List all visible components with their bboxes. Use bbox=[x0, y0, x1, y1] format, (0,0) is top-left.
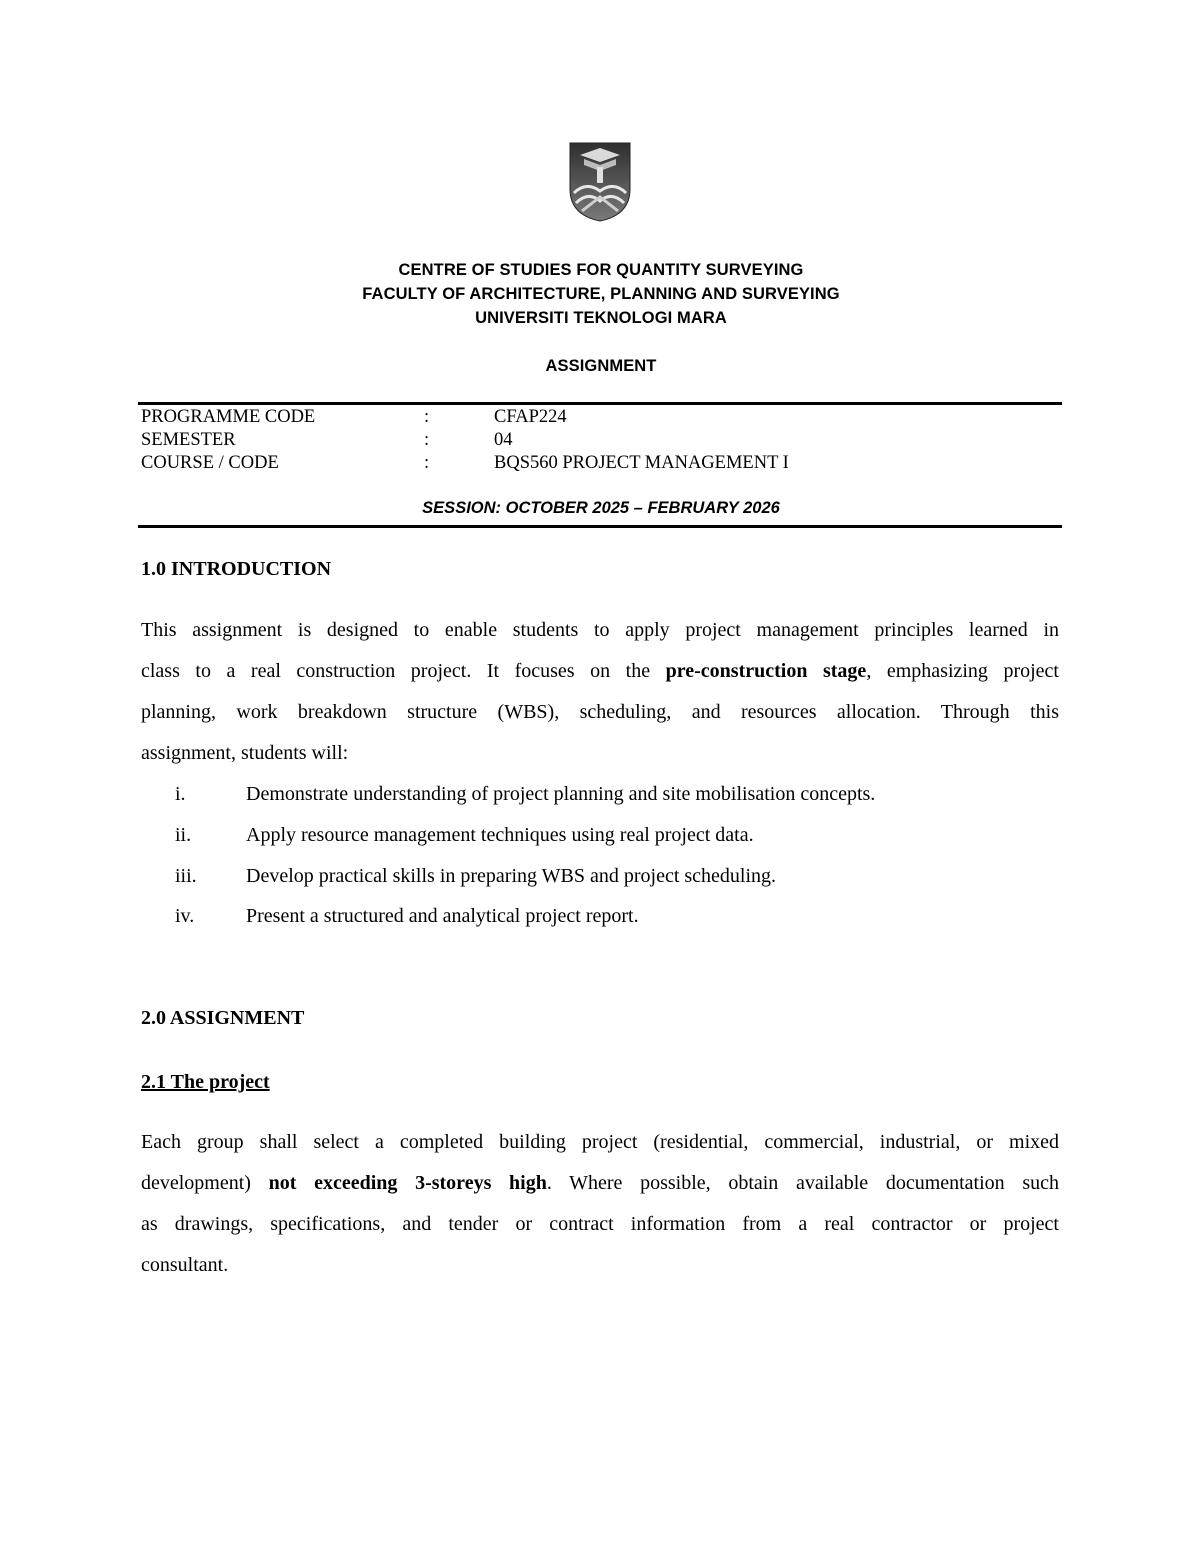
meta-value: CFAP224 bbox=[494, 407, 567, 427]
list-numeral: i. bbox=[175, 783, 186, 805]
list-numeral: iii. bbox=[175, 865, 197, 887]
header-faculty: FACULTY OF ARCHITECTURE, PLANNING AND SURVEYING bbox=[362, 285, 840, 303]
meta-separator: : bbox=[424, 453, 430, 473]
paragraph-line: assignment, students will: bbox=[141, 742, 349, 764]
meta-label: PROGRAMME CODE bbox=[141, 407, 316, 427]
meta-label: COURSE / CODE bbox=[141, 453, 279, 473]
text-run: . Where possible, obtain available documentation such bbox=[546, 1172, 1060, 1194]
introduction-heading: 1.0 INTRODUCTION bbox=[141, 558, 332, 580]
list-text: Present a structured and analytical project report. bbox=[246, 905, 639, 927]
list-item bbox=[141, 904, 1059, 928]
text-run: class to a real construction project. It focuses on the bbox=[141, 660, 666, 682]
meta-separator: : bbox=[424, 430, 430, 450]
list-numeral: iv. bbox=[175, 905, 195, 927]
list-item bbox=[141, 864, 1059, 888]
list-item bbox=[141, 823, 1059, 847]
introduction-paragraph bbox=[141, 610, 1059, 774]
header-centre: CENTRE OF STUDIES FOR QUANTITY SURVEYING bbox=[398, 261, 804, 279]
list-text: Apply resource management techniques using real project data. bbox=[246, 824, 754, 846]
top-rule bbox=[138, 402, 1062, 405]
meta-row-semester bbox=[141, 429, 1062, 451]
meta-separator: : bbox=[424, 407, 430, 427]
assignment-heading: 2.0 ASSIGNMENT bbox=[141, 1007, 305, 1029]
document-type: ASSIGNMENT bbox=[545, 357, 657, 375]
text-run: development) bbox=[141, 1172, 269, 1194]
meta-row-course bbox=[141, 452, 1062, 474]
paragraph-line: Each group shall select a completed building project (residential, commercial, industrial, or mixed bbox=[141, 1131, 1059, 1153]
paragraph-line: as drawings, specifications, and tender or contract information from a real contractor or project bbox=[141, 1213, 1059, 1235]
bottom-rule bbox=[138, 525, 1062, 528]
paragraph-line: planning, work breakdown structure (WBS), scheduling, and resources allocation. Through this bbox=[141, 701, 1059, 723]
meta-value: BQS560 PROJECT MANAGEMENT I bbox=[494, 453, 789, 473]
list-item bbox=[141, 782, 1059, 806]
text-run: , emphasizing project bbox=[866, 660, 1059, 682]
meta-value: 04 bbox=[494, 430, 513, 450]
meta-row-programme bbox=[141, 406, 1062, 428]
list-text: Develop practical skills in preparing WBS and project scheduling. bbox=[246, 865, 777, 887]
paragraph-line bbox=[141, 1163, 1059, 1204]
university-crest-icon bbox=[566, 141, 634, 223]
project-paragraph bbox=[141, 1122, 1059, 1286]
project-subheading: 2.1 The project bbox=[141, 1071, 270, 1093]
bold-text: not exceeding 3-storeys high bbox=[268, 1172, 547, 1194]
paragraph-line: This assignment is designed to enable students to apply project management principles learned in bbox=[141, 619, 1059, 641]
paragraph-line: consultant. bbox=[141, 1254, 229, 1276]
list-text: Demonstrate understanding of project planning and site mobilisation concepts. bbox=[246, 783, 876, 805]
bold-text: pre-construction stage bbox=[665, 660, 867, 682]
list-numeral: ii. bbox=[175, 824, 192, 846]
meta-label: SEMESTER bbox=[141, 430, 236, 450]
header-university: UNIVERSITI TEKNOLOGI MARA bbox=[475, 309, 727, 327]
session-title: SESSION: OCTOBER 2025 – FEBRUARY 2026 bbox=[422, 499, 780, 517]
paragraph-line bbox=[141, 651, 1059, 692]
